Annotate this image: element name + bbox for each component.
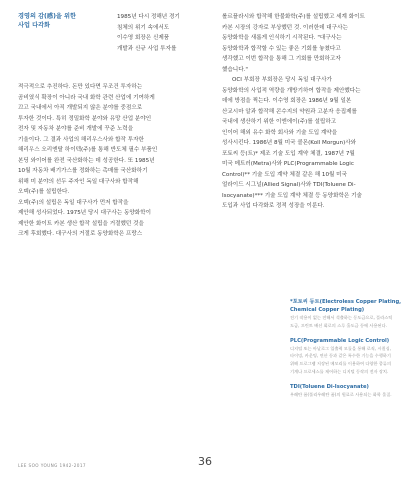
text-line: 산교시마 알과 합작해 콘수지의 약원과 고분자 응집제를 bbox=[222, 108, 357, 115]
glossary-term: TDI(Toluene Di-Isocyanate) bbox=[290, 383, 369, 390]
text-line: OCI 부회장 부회장은 당시 독일 대구사가 bbox=[232, 77, 332, 83]
text-line: 1985년 다시 정해년 경기 bbox=[117, 14, 180, 20]
glossary-entry bbox=[290, 337, 412, 376]
glossary-definition: 타이밍, 카운팅, 연산 등과 같은 특수한 기능을 수행하기 bbox=[290, 353, 391, 359]
text-line: Control)** 기술 도입 계약 체결 같은 해 10월 미국 bbox=[222, 171, 347, 178]
page-number: 36 bbox=[198, 455, 212, 468]
text-line: 적극적으로 추진하다. 돈만 있다면 무조건 투자하는 bbox=[18, 84, 143, 90]
text-line: 기울이다. 그 결과 사업의 해리우스사와 합작 투자한 bbox=[18, 136, 144, 143]
text-line: 성사시킨다. 1986년 8월 미국 콜몬(Koll Morgun)사와 bbox=[222, 140, 357, 146]
glossary-entry bbox=[290, 383, 412, 399]
text-line: 오덱(주)를 설립한다. bbox=[18, 189, 70, 195]
text-line: 침체의 위기 속에서도 bbox=[117, 24, 170, 31]
text-line: Isocyanate)*** 기술 도입 계약 체결 등 동양화학은 기술 bbox=[222, 192, 362, 199]
body-column-right bbox=[222, 12, 408, 212]
heading-line: 사업 다각화 bbox=[18, 22, 51, 29]
glossary-definition: 우레탄 폼(폴리우레탄 폼)의 원료로 사용되는 화학 물질. bbox=[290, 391, 392, 397]
text-line: 카본 시장의 강자로 부상했던 것. 이러한데 대구사는 bbox=[222, 24, 348, 31]
intro-paragraph bbox=[117, 12, 197, 54]
text-line: 제안한 화이트 카본 생산 합작 설립을 거절했던 것을 bbox=[18, 220, 144, 227]
glossary-definition: 기계나 프로세스를 제어하는 디지털 동작의 전자 장치. bbox=[290, 368, 389, 374]
glossary-term: Chemical Copper Plating) bbox=[290, 307, 365, 313]
text-line: 국내에 생산하기 위한 이엔에이(주)를 설립하고 bbox=[222, 119, 337, 125]
text-line: 개발과 신규 사업 투자를 bbox=[117, 45, 177, 52]
text-line: 해리우스 오리엔탈 하이텍(주)를 통해 반도체 필수 부품인 bbox=[18, 147, 158, 153]
text-line: 오덱(주)의 설립은 독일 대구사가 먼저 합작을 bbox=[18, 199, 129, 206]
text-line: 곰비였식 확장이 아니라 국내 화학 관련 산업에 기여하게 bbox=[18, 94, 155, 101]
text-line: 끄고 국내에서 아직 개발되지 않은 분야를 중점으로 bbox=[18, 105, 143, 111]
text-line: 인이어 해외 유수 화학 회사와 기술 도입 계약을 bbox=[222, 129, 338, 136]
text-line: 전자 및 자동차 분야를 준비 개발에 꾸준 노력을 bbox=[18, 126, 134, 132]
text-line: 얼라이드 시그널(Allied Signal)사와 TDI(Toluene Di- bbox=[222, 182, 356, 188]
glossary-definition: 위해 프로그램 저장된 메모리를 이용하여 다양한 종류의 bbox=[290, 361, 392, 367]
section-heading bbox=[18, 12, 108, 30]
text-line: 도입과 사업 다각화로 정적 성장을 이룬다. bbox=[222, 203, 325, 209]
text-line: 했습니다." bbox=[222, 66, 248, 73]
text-line: 위해 미 분야의 선두 주자인 독일 대구사와 합작해 bbox=[18, 178, 139, 185]
body-column-left bbox=[18, 82, 198, 240]
text-line: 미국 메트러(Metra)사와 PLC(Programmable Logic bbox=[222, 161, 354, 167]
text-line: 크게 후회했다. 대구사의 거절로 동양화학은 프랑스 bbox=[18, 231, 143, 237]
glossary-footnotes bbox=[290, 298, 412, 406]
text-line: 동양화학과 합작할 수 있는 좋은 기회를 놓쳤다고 bbox=[222, 45, 341, 52]
text-line: 10월 자동차 배기가스를 정화하는 촉매를 국산화하기 bbox=[18, 168, 148, 174]
text-line: 본딩 와이어를 완전 국산화하는 데 성공한다. 또 1985년 bbox=[18, 157, 155, 164]
glossary-definition: 디지털 또는 아날로그 입출력 모듈을 통해 로직, 시퀀싱, bbox=[290, 345, 391, 351]
text-line: 생각했고 이번 합작을 통해 그 기회를 만회하고자 bbox=[222, 56, 341, 62]
glossary-definition: 도금, 프린트 배선 회로의 스루 홀도금 등에 사용된다. bbox=[290, 322, 387, 328]
text-line: 포토씨 등(트)* 제조 기술 도입 계약 체결, 1987년 7월 bbox=[222, 150, 355, 157]
glossary-entry bbox=[290, 298, 412, 330]
glossary-term: PLC(Programmable Logic Control) bbox=[290, 337, 390, 344]
text-line: 동양화학의 사업적 역량을 개방기하여 합작을 제안했다는 bbox=[222, 87, 361, 94]
text-line: 동양화학을 새롭게 인식하기 시작된다. "대구사는 bbox=[222, 35, 342, 41]
text-line: 데에 방점을 찍는다. 이수영 회장은 1986년 9월 일본 bbox=[222, 98, 352, 104]
glossary-term: *포토씨 등트(Electroless Copper Plating, bbox=[290, 299, 402, 305]
glossary-definition: 전기 작용이 없는 전해서 석출하는 동도금으로, 플라스틱 bbox=[290, 315, 393, 320]
footer-running-title: LEE SOO YOUNG 1942-2017 bbox=[18, 463, 86, 468]
text-line: 이수영 회장은 신제품 bbox=[117, 35, 170, 41]
heading-line: 경영의 감(感)을 위한 bbox=[18, 13, 76, 20]
text-line: 롤르플라시와 합작해 한불화학(주)를 설립했고 세계 화이트 bbox=[222, 14, 365, 20]
text-line: 제안해 성사되었다. 1975년 당시 대구사는 동양화학이 bbox=[18, 210, 151, 216]
text-line: 투자한 것이다. 특히 정밀화학 분야와 유망 산업 분야인 bbox=[18, 115, 152, 122]
